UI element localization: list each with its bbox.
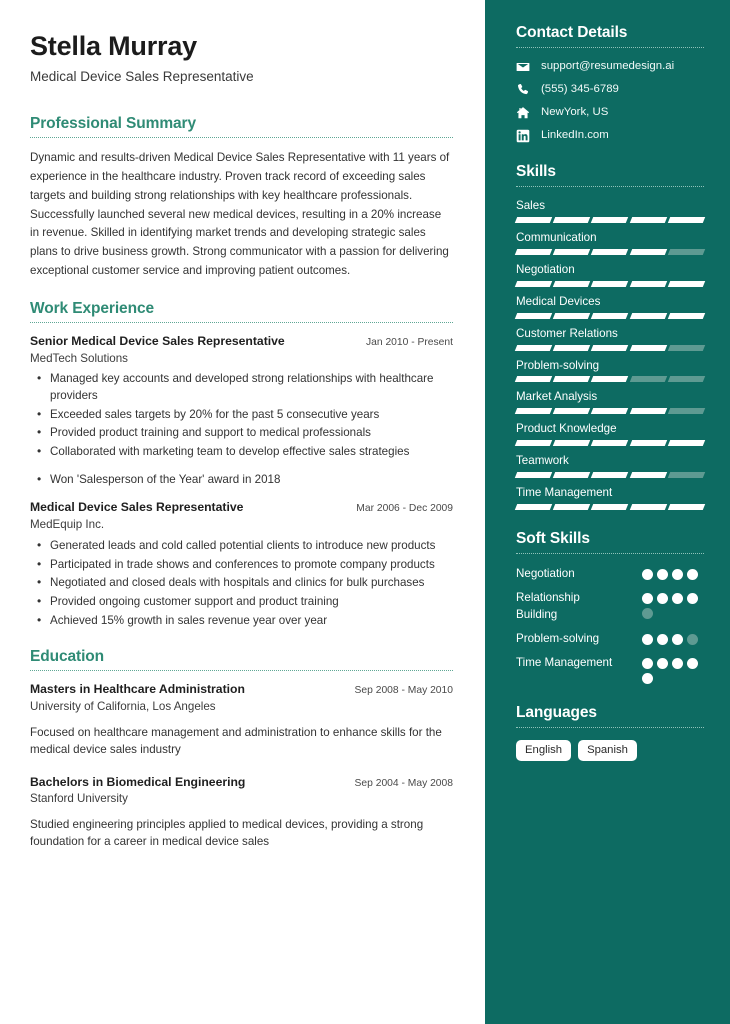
education-description: Focused on healthcare management and administration to enhance skills for the medical device sales industry (30, 725, 442, 757)
soft-skill-dot (642, 569, 653, 580)
soft-skill-dot (657, 593, 668, 604)
skill-bar-segment (629, 281, 667, 287)
skill-bar-segment (629, 440, 667, 446)
divider (30, 670, 453, 671)
list-item: • Achieved 15% growth in sales revenue year over year (48, 613, 453, 630)
skill-bar-segment (591, 281, 629, 287)
skill-bar-segment (668, 504, 706, 510)
soft-skill-dot (687, 634, 698, 645)
skill-bar-segment (553, 472, 591, 478)
contact-item[interactable] (516, 83, 704, 97)
skill-bar-segment (629, 345, 667, 351)
sidebar (485, 0, 730, 1024)
skill-name: Time Management (516, 486, 613, 500)
skill-row (516, 454, 704, 478)
skill-name: Communication (516, 230, 597, 244)
education-description: Studied engineering principles applied to medical devices, providing a strong foundation for a career in medical device sales (30, 818, 424, 849)
home-icon (516, 106, 530, 120)
work-entry-organization: MedEquip Inc. (30, 518, 105, 532)
soft-skill-dots (642, 590, 704, 619)
soft-skill-dot (687, 569, 698, 580)
education-entry (30, 775, 453, 851)
skill-bar-segment (668, 472, 706, 478)
soft-skills-heading: Soft Skills (516, 530, 590, 548)
list-item: • Exceeded sales targets by 20% for the past 5 consecutive years (48, 407, 453, 424)
list-item: • Participated in trade shows and conferences to promote company products (48, 557, 453, 574)
skill-row (516, 422, 704, 446)
skills-heading: Skills (516, 163, 556, 180)
skill-bar-segment (629, 504, 667, 510)
skill-bar-segment (515, 217, 553, 223)
soft-skill-name: Time Management (516, 655, 613, 669)
skill-bar-segment (515, 440, 553, 446)
soft-skill-dot (687, 658, 698, 669)
soft-skill-dots (642, 566, 704, 580)
skill-bar-segment (591, 440, 629, 446)
skill-bar-segment (515, 313, 553, 319)
contact-details-heading: Contact Details (516, 24, 628, 41)
skill-name: Customer Relations (516, 326, 618, 340)
skill-name: Teamwork (516, 454, 569, 468)
contact-value: LinkedIn.com (541, 129, 609, 142)
candidate-job-title: Medical Device Sales Representative (30, 68, 254, 84)
skill-level-bar (516, 281, 704, 287)
work-entry-header (30, 500, 453, 516)
skill-level-bar (516, 504, 704, 510)
soft-skill-row (516, 631, 704, 647)
skill-bar-segment (629, 376, 667, 382)
skill-level-bar (516, 472, 704, 478)
skill-bar-segment (668, 345, 706, 351)
soft-skill-name: Problem-solving (516, 631, 600, 645)
skill-bar-segment (515, 281, 553, 287)
skill-bar-segment (629, 408, 667, 414)
skill-row (516, 327, 704, 351)
professional-summary-heading: Professional Summary (30, 115, 196, 133)
divider (516, 186, 704, 187)
skill-bar-segment (668, 376, 706, 382)
skill-bar-segment (591, 472, 629, 478)
skill-bar-segment (668, 440, 706, 446)
skill-bar-segment (553, 376, 591, 382)
work-entry-title: Medical Device Sales Representative (30, 500, 244, 515)
soft-skill-dot (672, 634, 683, 645)
skill-name: Product Knowledge (516, 422, 617, 436)
soft-skill-name: Negotiation (516, 567, 575, 581)
education-entry-header (30, 682, 453, 698)
skill-bar-segment (591, 408, 629, 414)
skill-level-bar (516, 217, 704, 223)
work-entry-extra-bullets (30, 472, 453, 489)
section-skills (516, 163, 704, 510)
language-chip: Spanish (578, 740, 637, 762)
soft-skill-row (516, 655, 704, 684)
skill-level-bar (516, 249, 704, 255)
skill-bar-segment (668, 217, 706, 223)
list-item: • Provided ongoing customer support and product training (48, 594, 453, 611)
skill-level-bar (516, 440, 704, 446)
skill-bar-segment (553, 217, 591, 223)
skill-level-bar (516, 408, 704, 414)
skill-row (516, 199, 704, 223)
skill-row (516, 295, 704, 319)
education-date: Sep 2004 - May 2008 (354, 777, 453, 789)
soft-skill-dots (642, 631, 704, 645)
soft-skill-name: Relationship Building (516, 591, 580, 621)
language-chip: English (516, 740, 571, 762)
work-entry-bullets (30, 371, 453, 460)
education-degree: Masters in Healthcare Administration (30, 682, 245, 697)
skill-bar-segment (553, 408, 591, 414)
divider (30, 322, 453, 323)
list-item: • Generated leads and cold called potential clients to introduce new products (48, 538, 453, 555)
education-heading: Education (30, 648, 105, 666)
skill-bar-segment (553, 345, 591, 351)
skill-bar-segment (515, 472, 553, 478)
skill-bar-segment (629, 217, 667, 223)
soft-skill-dot (657, 569, 668, 580)
education-date: Sep 2008 - May 2010 (354, 685, 453, 697)
work-entry-title: Senior Medical Device Sales Representative (30, 333, 285, 348)
skill-level-bar (516, 313, 704, 319)
work-entry-header (30, 334, 453, 350)
section-education (30, 648, 453, 851)
linkedin-icon (516, 129, 530, 143)
skill-bar-segment (515, 376, 553, 382)
skill-row (516, 263, 704, 287)
work-entry-date: Jan 2010 - Present (365, 336, 453, 348)
skill-bar-segment (668, 408, 706, 414)
work-experience-heading: Work Experience (30, 299, 154, 317)
list-item: • Negotiated and closed deals with hospitals and clinics for bulk purchases (48, 575, 453, 592)
soft-skill-dot (657, 634, 668, 645)
soft-skill-dot (642, 658, 653, 669)
divider (30, 137, 453, 138)
skill-bar-segment (553, 313, 591, 319)
skill-bar-segment (515, 249, 553, 255)
list-item: • Won 'Salesperson of the Year' award in 2018 (48, 472, 453, 489)
skill-bar-segment (629, 249, 667, 255)
soft-skill-dot (657, 658, 668, 669)
skill-bar-segment (591, 345, 629, 351)
list-item: • Managed key accounts and developed strong relationships with healthcare providers (48, 371, 453, 404)
soft-skill-dot (642, 593, 653, 604)
section-professional-summary (30, 115, 453, 280)
skill-bar-segment (553, 504, 591, 510)
skill-bar-segment (553, 281, 591, 287)
language-chip-list (516, 740, 704, 762)
skill-name: Medical Devices (516, 294, 601, 308)
skill-name: Market Analysis (516, 390, 598, 404)
contact-value: support@resumedesign.ai (541, 60, 675, 73)
skill-row (516, 359, 704, 383)
education-school: Stanford University (30, 792, 128, 806)
list-item: • Collaborated with marketing team to develop effective sales strategies (48, 444, 453, 461)
section-soft-skills (516, 530, 704, 684)
page-title (30, 32, 453, 85)
education-school: University of California, Los Angeles (30, 700, 216, 714)
contact-item[interactable] (516, 129, 704, 143)
skill-bar-segment (668, 249, 706, 255)
soft-skill-row (516, 590, 704, 622)
skill-bar-segment (668, 313, 706, 319)
contact-value: (555) 345-6789 (541, 83, 619, 96)
skill-bar-segment (515, 504, 553, 510)
skill-bar-segment (515, 345, 553, 351)
skill-name: Problem-solving (516, 358, 600, 372)
skill-bar-segment (591, 504, 629, 510)
skill-bar-segment (553, 440, 591, 446)
soft-skill-row (516, 566, 704, 582)
soft-skills-list (516, 566, 704, 684)
education-list (30, 682, 453, 851)
section-work-experience (30, 300, 453, 630)
phone-icon (516, 83, 530, 97)
skills-list (516, 199, 704, 510)
work-entry-bullets (30, 538, 453, 629)
work-entry (30, 500, 453, 629)
skill-bar-segment (515, 408, 553, 414)
contact-list (516, 60, 704, 143)
soft-skill-dot (672, 593, 683, 604)
contact-item[interactable] (516, 60, 704, 74)
skill-bar-segment (591, 376, 629, 382)
languages-heading: Languages (516, 703, 597, 721)
skill-row (516, 390, 704, 414)
work-entry-date: Mar 2006 - Dec 2009 (356, 503, 453, 515)
soft-skill-dot (642, 634, 653, 645)
work-experience-list (30, 334, 453, 630)
list-item: • Provided product training and support to medical professionals (48, 425, 453, 442)
soft-skill-dot (642, 608, 653, 619)
candidate-name: Stella Murray (30, 31, 197, 61)
section-contact-details (516, 24, 704, 143)
skill-row (516, 231, 704, 255)
envelope-icon (516, 60, 530, 74)
education-entry-header (30, 775, 453, 791)
skill-bar-segment (629, 313, 667, 319)
skill-level-bar (516, 376, 704, 382)
skill-bar-segment (591, 249, 629, 255)
skill-level-bar (516, 345, 704, 351)
work-entry (30, 334, 453, 489)
skill-bar-segment (591, 217, 629, 223)
soft-skill-dot (687, 593, 698, 604)
skill-bar-segment (591, 313, 629, 319)
divider (516, 727, 704, 728)
skill-row (516, 486, 704, 510)
work-entry-organization: MedTech Solutions (30, 351, 128, 365)
contact-item[interactable] (516, 106, 704, 120)
education-entry (30, 682, 453, 758)
soft-skill-dots (642, 655, 704, 684)
soft-skill-dot (642, 673, 653, 684)
soft-skill-dot (672, 658, 683, 669)
professional-summary-text: Dynamic and results-driven Medical Device Sales Representative with 11 years of experience in the healthcare industry. Proven track record of exceeding sales targets and building strong relationships with key healthcare professionals. Successfully launched several new medical devices, resulting in a 20% increase in revenue. Skilled in identifying market trends and developing strategic sales plans to drive business growth. Strong communicator with a passion for delivering exceptional customer service and improving patient outcomes. (30, 151, 450, 277)
divider (516, 47, 704, 48)
skill-bar-segment (668, 281, 706, 287)
education-degree: Bachelors in Biomedical Engineering (30, 774, 246, 789)
skill-name: Sales (516, 199, 546, 212)
divider (516, 553, 704, 554)
skill-name: Negotiation (516, 262, 575, 276)
soft-skill-dot (672, 569, 683, 580)
skill-bar-segment (553, 249, 591, 255)
skill-bar-segment (629, 472, 667, 478)
section-languages (516, 704, 704, 762)
contact-value: NewYork, US (541, 106, 609, 119)
